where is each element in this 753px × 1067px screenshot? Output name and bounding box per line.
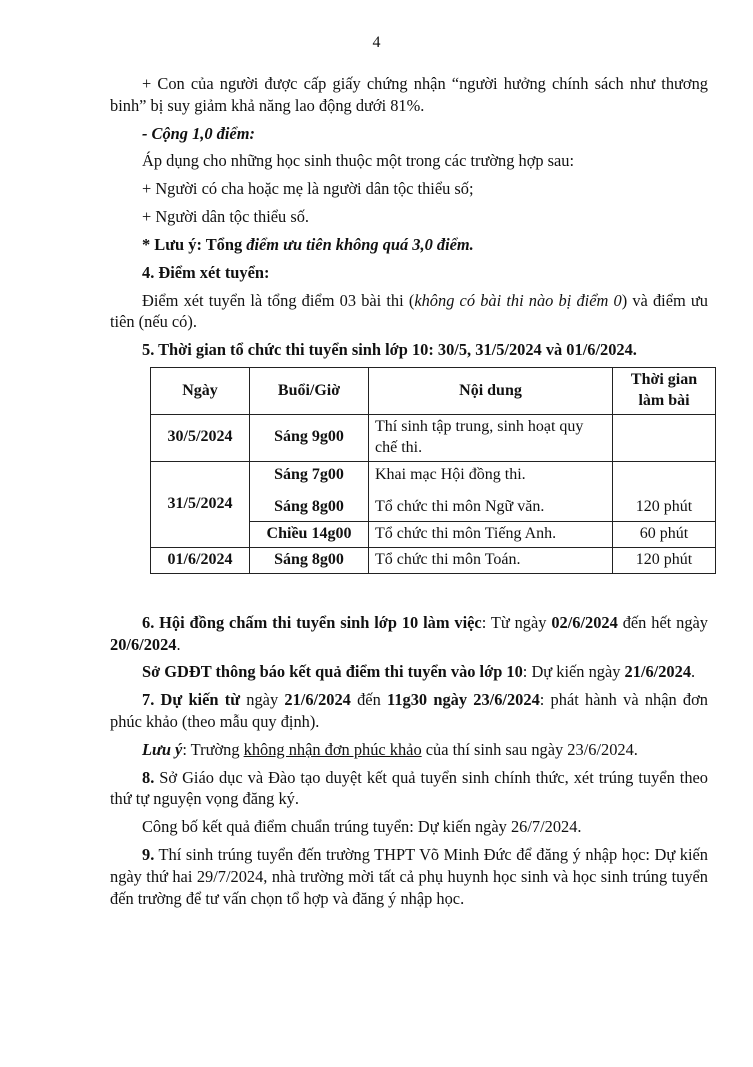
bonus-heading: - Cộng 1,0 điểm:: [142, 123, 255, 143]
paragraph-ethnic-parent: + Người có cha hoặc mẹ là người dân tộc thiểu số;: [142, 179, 474, 199]
note-appeal-deadline: Lưu ý: Trường không nhận đơn phúc khảo của thí sinh sau ngày 23/6/2024.: [142, 739, 638, 759]
page-number: 4: [372, 34, 381, 51]
paragraph-grading-council: 6. Hội đồng chấm thi tuyển sinh lớp 10 làm việc: Từ ngày 02/6/2024 đến hết ngày 20/6/2024.: [110, 612, 709, 654]
cell-day: 01/6/2024: [151, 547, 250, 573]
paragraph-enrollment: 9. Thí sinh trúng tuyển đến trường THPT Võ Minh Đức để đăng ý nhập học: Dự kiến ngày thứ hai 29/7/2024, nhà trường mời tất cả phụ huynh học sinh và học sinh trúng tuyển đến trường để tư vấn chọn tổ hợp và đăng ý nhập học.: [110, 845, 708, 908]
header-duration: Thời gian làm bài: [613, 367, 716, 414]
paragraph-admission-score: Điểm xét tuyển là tổng điểm 03 bài thi (không có bài thi nào bị điểm 0) và điểm ưu tiên (nếu có).: [110, 290, 708, 332]
header-content: Nội dung: [369, 367, 613, 414]
paragraph-results-announce: Sở GDĐT thông báo kết quả điểm thi tuyển vào lớp 10: Dự kiến ngày 21/6/2024.: [142, 662, 696, 682]
table-header-row: [151, 367, 716, 414]
cell-duration: 120 phút: [613, 461, 716, 522]
section-4-heading: 4. Điểm xét tuyển:: [142, 262, 270, 282]
cell-time: Sáng 7g00 Sáng 8g00: [250, 461, 369, 522]
header-day: Ngày: [151, 367, 250, 414]
paragraph-official-results: 8. Sở Giáo dục và Đào tạo duyệt kết quả tuyển sinh chính thức, xét trúng tuyển theo thứ tự nguyện vọng đăng ký.: [110, 767, 708, 809]
paragraph-cutoff-announce: Công bố kết quả điểm chuẩn trúng tuyển: Dự kiến ngày 26/7/2024.: [142, 817, 582, 837]
paragraph-appeal: 7. Dự kiến từ ngày 21/6/2024 đến 11g30 ngày 23/6/2024: phát hành và nhận đơn phúc khảo (theo mẫu quy định).: [110, 690, 708, 731]
cell-duration: 60 phút: [613, 522, 716, 548]
section-5-heading: 5. Thời gian tổ chức thi tuyển sinh lớp 10: 30/5, 31/5/2024 và 01/6/2024.: [142, 340, 637, 360]
cell-duration: [613, 414, 716, 461]
cell-duration: 120 phút: [613, 547, 716, 573]
exam-schedule-table: [150, 367, 716, 574]
note-max-bonus: * Lưu ý: Tổng điểm ưu tiên không quá 3,0 điểm.: [142, 234, 474, 254]
table-row: [151, 414, 716, 461]
cell-content: Tổ chức thi môn Toán.: [369, 547, 613, 573]
document-body: [110, 73, 708, 909]
paragraph-war-invalid: + Con của người được cấp giấy chứng nhận “người hưởng chính sách như thương binh” bị suy giảm khả năng lao động dưới 81%.: [110, 74, 708, 115]
paragraph-apply: Áp dụng cho những học sinh thuộc một trong các trường hợp sau:: [142, 151, 575, 171]
cell-time: Chiều 14g00: [250, 522, 369, 548]
cell-time: Sáng 9g00: [250, 414, 369, 461]
cell-day: 31/5/2024: [151, 461, 250, 547]
table-row: [151, 547, 716, 573]
cell-content: Khai mạc Hội đồng thi. Tổ chức thi môn Ngữ văn.: [369, 461, 613, 522]
cell-content: Thí sinh tập trung, sinh hoạt quy chế thi.: [369, 414, 613, 461]
cell-time: Sáng 8g00: [250, 547, 369, 573]
cell-day: 30/5/2024: [151, 414, 250, 461]
table-row: [151, 461, 716, 522]
cell-content: Tổ chức thi môn Tiếng Anh.: [369, 522, 613, 548]
header-time: Buổi/Giờ: [250, 367, 369, 414]
paragraph-ethnic: + Người dân tộc thiểu số.: [142, 207, 310, 227]
